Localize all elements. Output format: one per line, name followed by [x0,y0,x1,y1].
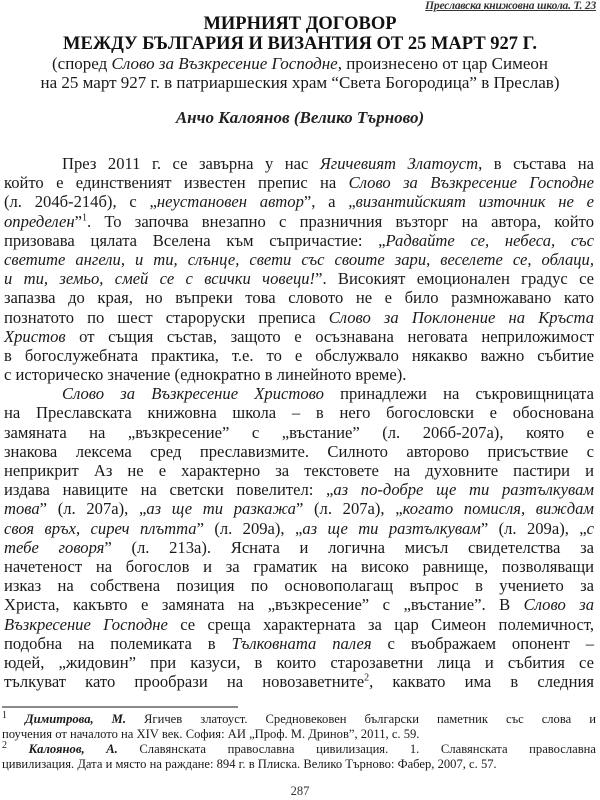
page-title-line-1: МИРНИЯТ ДОГОВОР [203,14,397,34]
text-line: неприкрит Аз не е характерно за текстовете на духовните пастири и [4,461,594,480]
text-line: Христа, какъвто е замяната на „възкресение” с „въстание”. В Слово за [4,595,594,615]
subtitle-line-1 [0,54,600,73]
subtitle-text: (според [52,54,112,73]
text-line: светите ангели, и ти, слънце, свети със своите зари, веселете се, облаци, [4,249,594,269]
text-line: който е единственият известен препис на Слово за Възкресение Господне [4,173,594,193]
text-line: на Преславската книжовна школа – в него богословски е обоснована [4,403,594,423]
title-block [0,14,600,92]
text-line: и ти, земьо, смей се с всички човеци!”. Високият емоционален градус се [4,269,594,289]
page-title-line-2: МЕЖДУ БЪЛГАРИЯ И ВИЗАНТИЯ ОТ 25 МАРТ 927 Г. [63,34,537,54]
text-line: познатото по шест староруски преписа Слово за Поклонение на Кръста [4,307,594,327]
text-line: своя връх, сиреч плътта” (л. 209а), „аз ще ти разтълкувам” (л. 209а), „с [4,518,595,538]
footnote-number: 2 [2,739,7,751]
footnote-ref-1[interactable]: 1 [82,212,88,224]
subtitle-line-2: на 25 март 927 г. в патриаршеския храм “Света Богородица” в Преслав) [40,73,560,92]
text-line: Слово за Възкресение Христово принадлежи на съкровищницата [62,384,594,404]
footnote-number: 1 [2,709,7,721]
text-line: начетеност на богослов и за граматик на високо равнище, позволяващи [4,556,594,576]
text-line: замяната на „възкресение” с „въстание” (л. 206б-207а), която е [4,422,594,442]
text-line: тълкуват като прообрази на новозаветните$^2$, каквато има в следния [4,672,594,692]
author-byline: Анчо Калоянов (Велико Търново) [175,108,425,127]
text-line: в богослужебната практика, т.е. то е обслужвало някакво важно събитие [4,345,594,365]
text-line: Възкресение Господне се среща характерната за цар Симеон полемичност, [4,614,594,634]
footnote-2-line-1: $^2$ Калоянов, А. Славянската православна цивилизация. 1. Славянската православна [2,739,596,756]
footnote-2-line-2: цивилизация. Дата и място на раждане: 894 г. в Плиска. Велико Търново: Фабер, 2007, с. 57. [2,757,497,771]
text-line: юдей, „жидовин” при казуси, в които старозаветни лица и събития се [4,652,594,672]
text-line: запазва до края, но въпреки това словото не е било размножавано като [4,288,594,308]
text-line: изказ на собствена позиция по основополагащ въпрос в учението за [4,576,594,596]
text-line: призовава цялата Вселена към съпричастие: „Радвайте се, небеса, със [4,230,594,250]
text-line: издава навиците на светски повелител: „аз по-добре ще ти разтълкувам [4,480,594,500]
footnote-author: Калоянов, А. [28,742,118,756]
subtitle-work-title: Слово за Възкресение Господне [111,54,338,73]
text-line: Христов от същия състав, защото е осъзнавана неговата неприложимост [4,326,594,346]
text-line: тебе говоря” (л. 213а). Ясната и логична мисъл свидетелства за [4,537,594,557]
text-line: с историческо значение (еднократно в линейното време). [4,365,407,385]
text-line: това” (л. 207а), „аз ще ти разкажа” (л. 207а), „когато помисля, виждам [4,499,595,519]
text-line: знакова лексема сред преславизмите. Силното авторово присъствие с [4,441,594,461]
page-number: 287 [290,784,310,798]
text-line: определен”$^1$. То започва внезапно с празничния възторг на автора, който [4,211,594,231]
running-head: Преславска книжовна школа. Т. 23 [425,0,596,12]
text-line: подобна на полемиката в Тълковната палея с въображаем опонент – [4,633,594,653]
footnote-1-line-2: поучения от началото на XIV век. София: АИ „Проф. М. Дринов”, 2011, с. 59. [2,727,420,741]
footnotes [2,709,596,772]
text-line: През 2011 г. се завърна у нас Ягичевият Златоуст, в състава на [62,154,594,173]
footnote-1-line-1: $^1$ Димитрова, М. Ягичев златоуст. Средновековен български паметник със слова и [2,709,596,726]
subtitle-text: , произнесено от цар Симеон [337,54,548,73]
text-line: (л. 204б-214б), с „неустановен автор”, а „византийският източник не е [4,192,594,212]
footnote-ref-2[interactable]: 2 [364,672,370,684]
article-body [4,154,594,691]
footnote-author: Димитрова, М. [25,712,127,726]
footnote-separator [2,706,238,708]
